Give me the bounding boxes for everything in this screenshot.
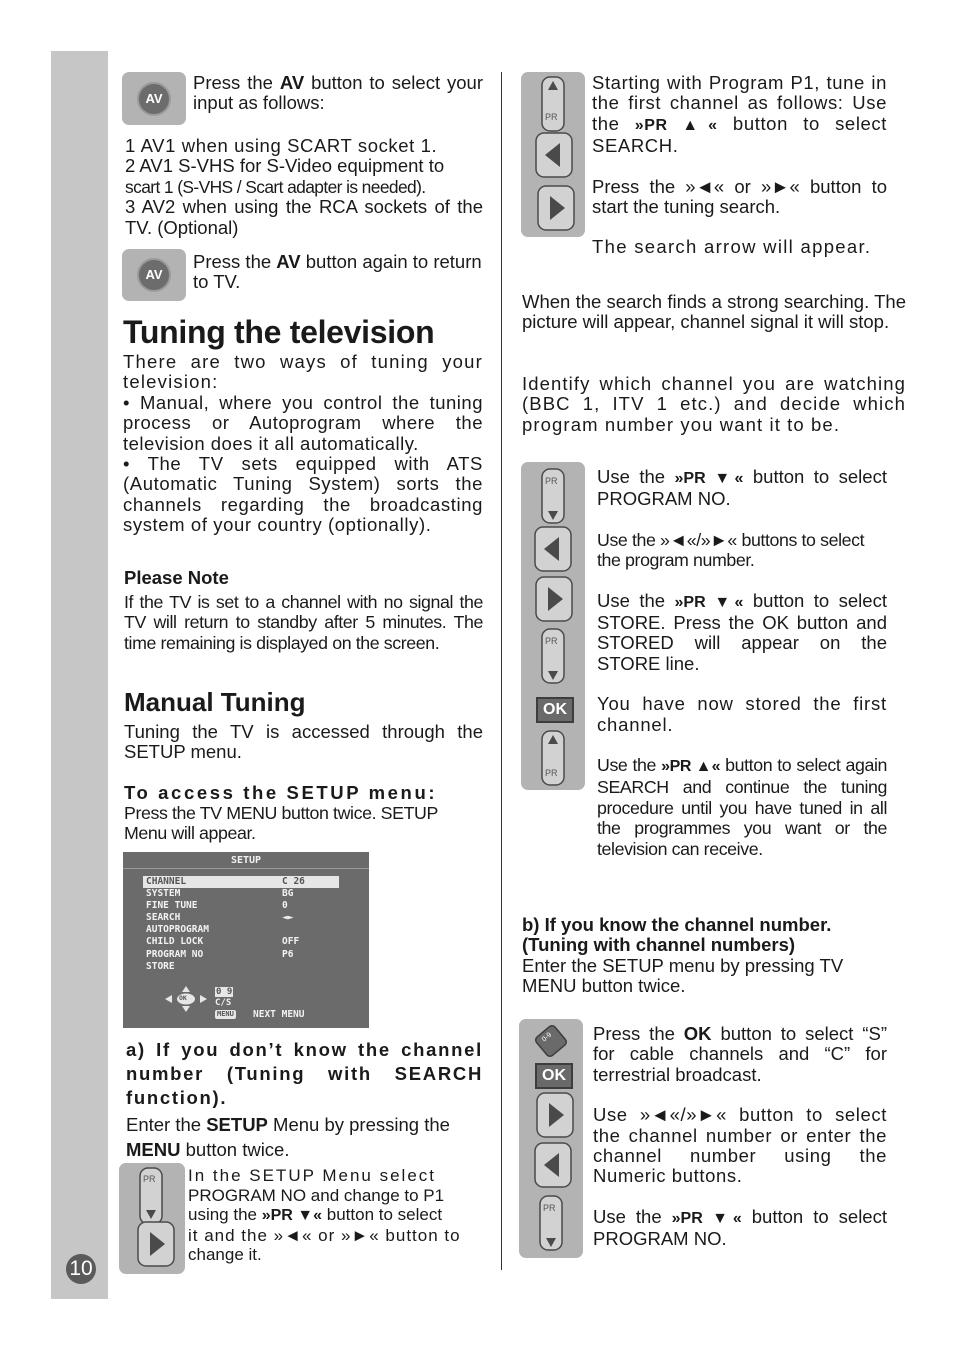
right-arrow-icon [537, 185, 575, 231]
setup-row-channel: CHANNEL C 26 [143, 876, 339, 888]
step-line: change it. [188, 1245, 262, 1264]
store-step-4: You have now stored the first channel. [597, 693, 887, 735]
store-buttons-panel [521, 462, 585, 790]
osd-ok-label: OK [179, 994, 187, 1002]
channel-number-steps: Press the OK button to select “S” for cable channels and “C” for terrestrial broadcast. Use »◄«/»►« button to select the channel number or enter the channel number using the Numeric buttons. Use the »PR ▼« button to select PROGRAM NO. [593, 1023, 887, 1250]
step-line: In the SETUP Menu select [188, 1166, 437, 1185]
right-arrow-icon [137, 1221, 175, 1267]
setup-row-child-lock: CHILD LOCK OFF [146, 936, 300, 947]
left-arrow-icon [534, 526, 572, 572]
section-b-text: Enter the SETUP menu by pressing TV MENU button twice. [522, 955, 844, 997]
numeric-label: 0-9 [540, 1031, 554, 1044]
setup-row-program-no: PROGRAM NO P6 [146, 949, 294, 960]
setup-row-system: SYSTEM BG [146, 888, 294, 899]
setup-title-rule [123, 868, 369, 869]
section-a-enter: Enter the SETUP Menu by pressing the MENU button twice. [126, 1114, 450, 1160]
av-item-2: 2 AV1 S-VHS for S-Video equipment to [125, 155, 445, 177]
when-found-text: When the search finds a strong searching. The picture will appear, channel signal it will stop. [522, 291, 906, 333]
section-b-title-1: b) If you know the channel number. [522, 914, 832, 935]
section-a-title: a) If you don’t know the channel number (Tuning with SEARCH function). [126, 1039, 483, 1108]
setup-row-fine-tune: FINE TUNE 0 [146, 900, 288, 911]
setup-row-store: STORE [146, 961, 175, 972]
right-arrow-icon [535, 576, 573, 622]
av-item-3: 3 AV2 when using the RCA sockets of the TV. (Optional) [125, 196, 483, 238]
pr-label: PR [143, 1174, 156, 1184]
channel-number-panel [519, 1019, 583, 1258]
pr-up-icon [541, 76, 565, 132]
section-b-title [522, 915, 906, 956]
intro-line: There are two ways of tuning your television: [123, 351, 483, 393]
pr-down-right-panel [119, 1163, 185, 1274]
access-title: To access the SETUP menu: [124, 782, 438, 803]
search-steps: Starting with Program P1, tune in the first channel as follows: Use the »PR ▲« button to select SEARCH. Press the »◄« or »►« button to start the tuning search. The search arrow will appear. [592, 72, 888, 258]
av-item-2b: scart 1 (S-VHS / Scart adapter is needed). [125, 176, 426, 197]
page-title: Tuning the television [123, 314, 435, 350]
av-intro: Press the AV button to select your input as follows: [193, 72, 483, 114]
search-buttons-panel [521, 72, 585, 237]
store-step-2: Use the »◄«/»►« buttons to select the program number. [597, 529, 865, 571]
av-button-icon: AV [137, 258, 171, 292]
manual-tuning-text: Tuning the TV is accessed through the SETUP menu. [124, 721, 483, 763]
pr-label: PR [543, 1203, 556, 1213]
av-item-1: 1 AV1 when using SCART socket 1. [125, 135, 438, 156]
access-text: Press the TV MENU button twice. SETUP Menu will appear. [124, 803, 438, 844]
manual-tuning-title: Manual Tuning [124, 687, 306, 717]
av-button-panel-2 [122, 249, 186, 301]
av-button-panel [122, 72, 186, 125]
step-line: PROGRAM NO and change to P1 [188, 1185, 445, 1205]
setup-row-search: SEARCH ◄► [146, 912, 294, 923]
column-divider [501, 72, 502, 1270]
section-a-step: In the SETUP Menu select PROGRAM NO and change to P1 using the »PR ▼« button to select it and the »◄« or »►« button to change it. [188, 1166, 481, 1265]
ok-button-icon: OK [536, 697, 574, 723]
search-step-2: Press the »◄« or »►« button to start the tuning search. [592, 175, 887, 218]
av-input-list [125, 136, 483, 238]
setup-menu-screen [123, 852, 369, 1028]
pr-label: PR [545, 112, 558, 122]
osd-next-menu: NEXT MENU [253, 1009, 305, 1020]
setup-menu-title: SETUP [230, 855, 262, 866]
left-arrow-icon [535, 132, 573, 178]
osd-menu-key: MENU [217, 1010, 234, 1018]
identify-text: Identify which channel you are watching (BBC 1, ITV 1 etc.) and decide which program number you want it to be. [522, 373, 906, 435]
section-b-title-2: (Tuning with channel numbers) [522, 934, 796, 956]
av-button-icon: AV [137, 82, 171, 116]
osd-digits: 0 9 [216, 987, 233, 997]
page-number: 10 [66, 1254, 96, 1284]
intro-ats: • The TV sets equipped with ATS (Automatic Tuning System) sorts the channels regarding the broadcasting system of your country (optionally). [123, 453, 483, 536]
setup-row-autoprogram: AUTOPROGRAM [146, 924, 209, 935]
note-text: If the TV is set to a channel with no signal the TV will return to standby after 5 minutes. The time remaining is displayed on the screen. [124, 592, 483, 653]
note-title: Please Note [124, 567, 229, 588]
ok-button-icon: OK [535, 1063, 573, 1089]
av-again: Press the AV button again to return to TV. [193, 251, 482, 293]
step-line: it and the »◄« or »►« button to [188, 1225, 461, 1245]
osd-cs: C/S [215, 998, 232, 1008]
b-step-2: Use »◄«/»►« button to select the channel number or enter the channel number using the Numeric buttons. [593, 1104, 887, 1187]
pr-label: PR [545, 636, 558, 646]
right-arrow-icon [536, 1092, 574, 1138]
search-step-3: The search arrow will appear. [592, 236, 872, 258]
intro-manual: • Manual, where you control the tuning process or Autoprogram where the television does it all automatically. [123, 391, 483, 454]
pr-label: PR [545, 768, 558, 778]
left-arrow-icon [534, 1142, 572, 1188]
pr-label: PR [545, 476, 558, 486]
store-steps: Use the »PR ▼« button to select PROGRAM NO. Use the »◄«/»►« buttons to select the program number. Use the »PR ▼« button to select STORE. Press the OK button and STORED will appear on the STORE line. You have now stored the first channel. Use the »PR ▲« button to select again SEARCH and continue the tuning procedure until you have tuned in all the programmes you want or the television can receive. [597, 466, 887, 859]
tuning-intro [123, 352, 483, 536]
side-bar [51, 51, 108, 1299]
numeric-button-icon [533, 1023, 569, 1059]
